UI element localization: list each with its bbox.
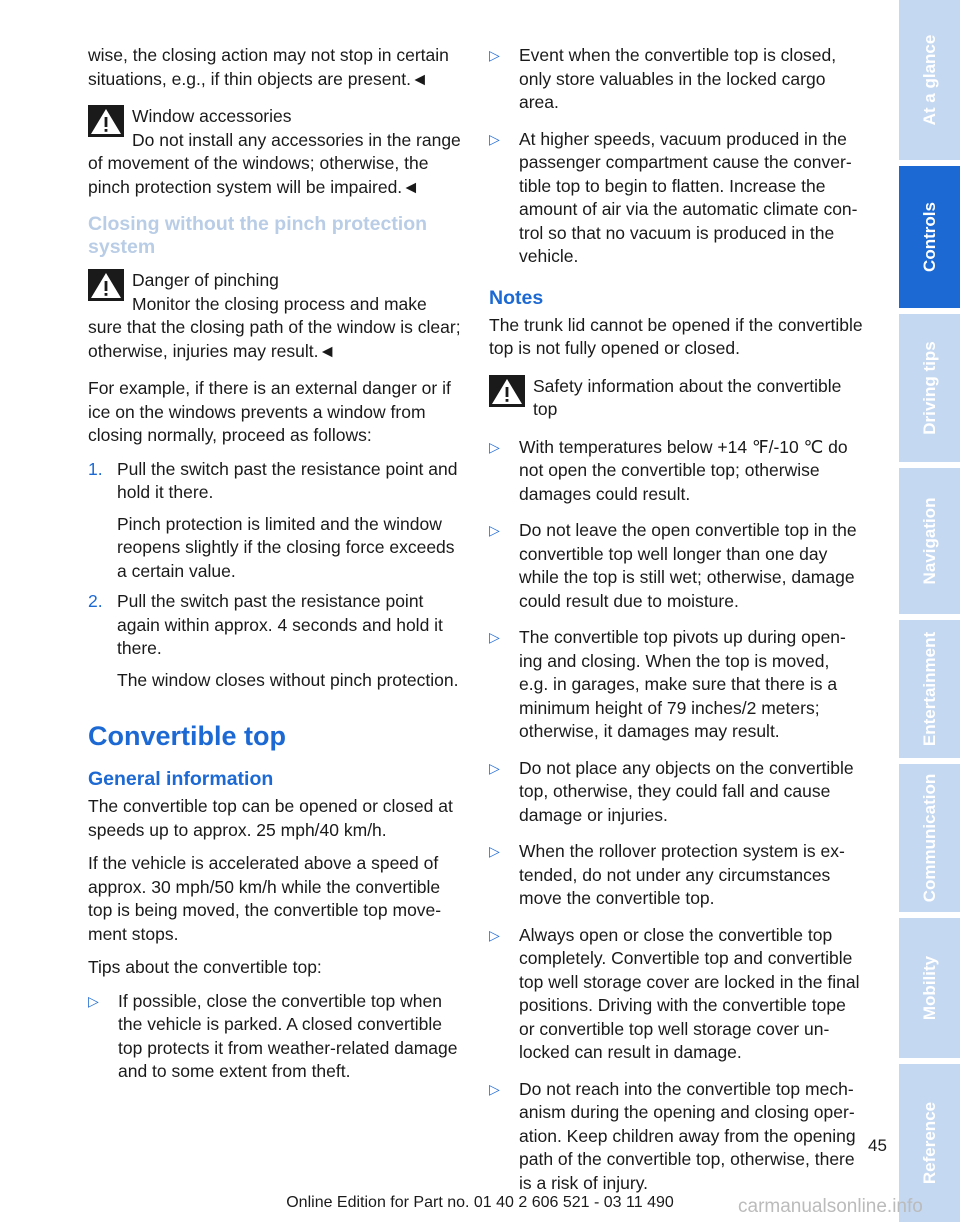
tab-label: Reference [919, 1101, 939, 1185]
list-item [489, 626, 863, 744]
warning-text: Monitor the closing process and make [132, 293, 427, 314]
list-item-text: When the rollover protection system is extended, do not under any circumstances move the convertible top. [519, 841, 845, 908]
warning-text-rest: sure that the closing path of the window is clear; otherwise, injuries may result.◄ [88, 317, 461, 361]
step-number: 1. [88, 458, 103, 479]
list-item [489, 924, 863, 1065]
list-item [489, 44, 863, 115]
tab-controls[interactable] [899, 166, 960, 308]
paragraph: For example, if there is an external danger or if ice on the windows prevents a window from closing normally, proceed as follows: [88, 378, 451, 445]
list-item-text: Do not place any objects on the convertible top, otherwise, they could fall and cause damage or injuries. [519, 757, 854, 825]
tips-list [88, 990, 463, 1084]
warning-title: Window accessories [132, 106, 292, 126]
tab-label: Driving tips [919, 341, 939, 435]
tab-label: At a glance [919, 34, 939, 126]
triangle-bullet-icon: ▷ [88, 992, 99, 1009]
tab-label: Mobility [919, 955, 939, 1021]
list-item [489, 436, 863, 507]
step-subtext: The window closes without pinch protection. [117, 669, 459, 690]
step-subtext: Pinch protection is limited and the window reopens slightly if the closing force exceeds a certain value. [117, 513, 455, 581]
list-item [489, 128, 863, 269]
triangle-bullet-icon: ▷ [489, 629, 500, 645]
tab-at-a-glance[interactable] [899, 0, 960, 160]
warning-window-accessories [88, 105, 463, 199]
list-item-text: Do not leave the open convertible top in the convertible top well longer than one day while the top is still wet; otherwise, damage could result due to moisture. [519, 520, 857, 611]
list-item [88, 990, 463, 1084]
tab-driving-tips[interactable] [899, 314, 960, 462]
footer-edition-text: Online Edition for Part no. 01 40 2 606 521 - 03 11 490 [286, 1194, 674, 1211]
triangle-bullet-icon: ▷ [489, 522, 500, 538]
tab-mobility[interactable] [899, 918, 960, 1058]
triangle-bullet-icon: ▷ [489, 47, 500, 63]
step-item [88, 458, 463, 584]
list-item [489, 519, 863, 613]
step-text: Pull the switch past the resistance point and hold it there. [117, 458, 458, 502]
triangle-bullet-icon: ▷ [489, 130, 500, 147]
list-item-text: The convertible top pivots up during opening and closing. When the top is moved, e.g. in garages, make sure that there is a minimum height of 79 inches/2 meters; otherwise, it damages may result. [519, 627, 846, 741]
list-item-text: At higher speeds, vacuum produced in the passenger compartment cause the convertible top to begin to flatten. Increase the amount of air via the automatic climate control so that no vacuum is produced in the vehicle. [519, 128, 858, 266]
steps-list [88, 458, 463, 693]
notes-heading: Notes [489, 286, 544, 309]
left-column [88, 44, 463, 1097]
triangle-bullet-icon: ▷ [489, 843, 500, 859]
watermark: carmanualsonline.info [738, 1196, 923, 1217]
warning-text: top [533, 399, 558, 419]
step-number: 2. [88, 591, 103, 611]
tab-label: Controls [919, 202, 939, 272]
warning-title: Safety information about the convertible [533, 375, 842, 396]
tab-label: Communication [919, 773, 939, 903]
tab-navigation[interactable] [899, 468, 960, 614]
paragraph: wise, the closing action may not stop in certain situations, e.g., if thin objects are present.◄ [88, 45, 449, 89]
tab-label: Navigation [919, 497, 939, 585]
tab-entertainment[interactable] [899, 620, 960, 758]
list-item [489, 840, 863, 911]
paragraph: The convertible top can be opened or closed at speeds up to approx. 25 mph/40 km/h. [88, 796, 453, 840]
warning-danger-pinching [88, 269, 463, 363]
list-item-text: With temperatures below +14 ℉/-10 ℃ do not open the convertible top; otherwise damages could result. [519, 436, 848, 504]
tab-label: Entertainment [919, 631, 939, 747]
list-item-text: If possible, close the convertible top when the vehicle is parked. A closed convertible top protects it from weather-related damage and to some extent from theft. [118, 990, 458, 1081]
warning-icon [88, 105, 124, 137]
subheading-closing-without-pinch: Closing without the pinch protection system [88, 213, 428, 258]
page-marker-bar [938, 1162, 946, 1222]
warning-convertible-safety [489, 375, 863, 422]
triangle-bullet-icon: ▷ [489, 438, 500, 455]
list-item [489, 757, 863, 828]
list-item-text: Do not reach into the convertible top mechanism during the opening and closing operation. Keep children away from the opening path of the convertible top, otherwise, there is a risk of injury. [519, 1078, 856, 1193]
triangle-bullet-icon: ▷ [489, 926, 500, 943]
triangle-bullet-icon: ▷ [489, 1080, 500, 1097]
list-item [489, 1078, 863, 1196]
paragraph: Tips about the convertible top: [88, 957, 322, 977]
warning-title: Danger of pinching [132, 270, 279, 290]
warning-text: Do not install any accessories in the range [132, 129, 461, 150]
warning-icon [88, 269, 124, 301]
paragraph: The trunk lid cannot be opened if the convertible top is not fully opened or closed. [489, 314, 863, 358]
step-item [88, 590, 463, 692]
paragraph: If the vehicle is accelerated above a speed of approx. 30 mph/50 km/h while the convertible top is being moved, the convertible top movement stops. [88, 853, 442, 944]
tips-list-continued [489, 44, 863, 269]
section-title: Convertible top [88, 721, 287, 751]
warning-text-rest: of movement of the windows; otherwise, the pinch protection system will be impaired.◄ [88, 153, 429, 197]
list-item-text: Event when the convertible top is closed, only store valuables in the locked cargo area. [519, 45, 837, 112]
step-text: Pull the switch past the resistance point again within approx. 4 seconds and hold it there. [117, 591, 443, 658]
warning-icon [489, 375, 525, 407]
page-number: 45 [868, 1136, 887, 1155]
general-information-heading: General information [88, 768, 274, 790]
triangle-bullet-icon: ▷ [489, 759, 500, 776]
right-column [489, 44, 863, 1208]
tab-communication[interactable] [899, 764, 960, 912]
safety-list [489, 436, 863, 1196]
list-item-text: Always open or close the convertible top completely. Convertible top and convertible top well storage cover are locked in the final positions. Driving with the convertible tope or convertible top well storage cover unlocked can result in damage. [519, 924, 860, 1062]
chapter-sidebar [899, 0, 960, 1222]
